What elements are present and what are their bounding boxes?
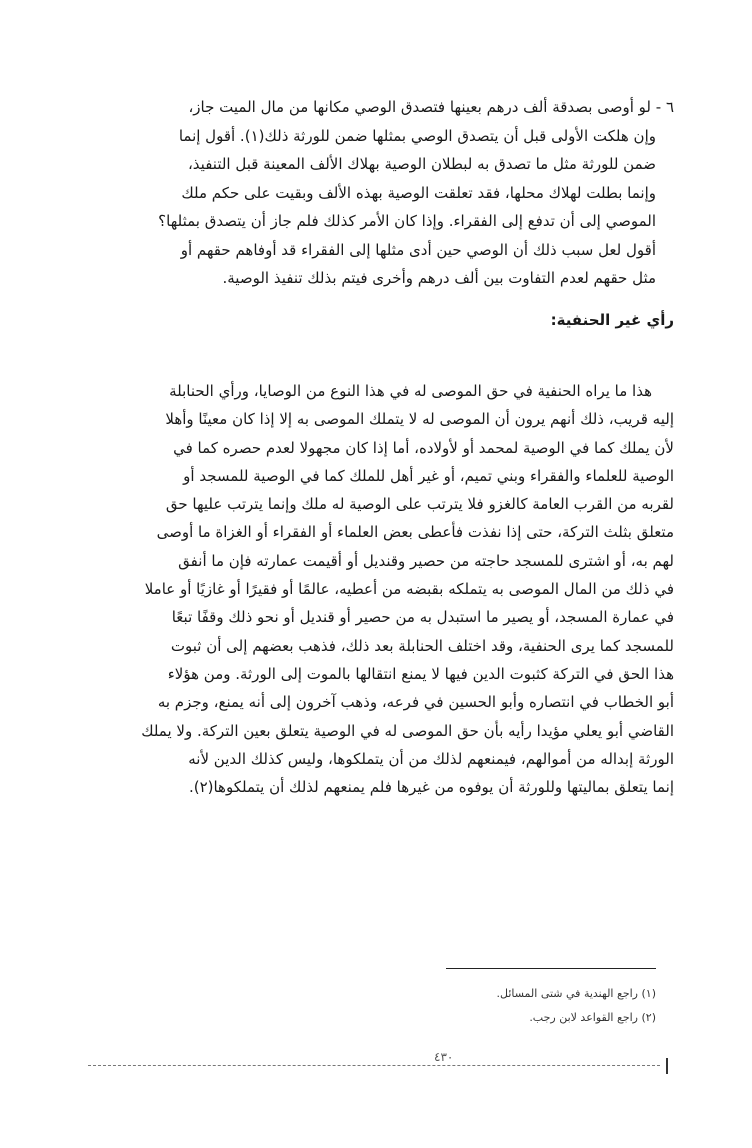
body-paragraph — [98, 377, 674, 801]
text-line: ٦ - لو أوصى بصدقة ألف درهم بعينها فتصدق الوصي مكانها من مال الميت جاز، — [188, 98, 674, 116]
text-line: في عمارة المسجد، أو يصير ما استبدل به من حصير أو قنديل أو نحو ذلك وقفًا تبعًا — [171, 608, 674, 627]
text-line: أبو الخطاب في انتصاره وأبو الحسين في فرعه، وذهب آخرون إلى أنه يمنع، وجزم به — [157, 693, 674, 712]
text-line: لهم به، أو اشترى للمسجد حاجته من حصير وقنديل أو أقيمت عمارته فإن ما أنفق — [178, 551, 674, 570]
text-line: وإن هلكت الأولى قبل أن يتصدق الوصي بمثلها ضمن للورثة ذلك(١). أقول إنما — [178, 126, 656, 145]
page-number: ٤٣٠ — [430, 1050, 457, 1064]
text-line: القاضي أبو يعلي مؤيدا رأيه بأن حق الموصى له في الوصية يتعلق بعين التركة. ولا يملك — [141, 721, 674, 740]
footnote-divider — [446, 968, 656, 969]
footnotes — [256, 982, 656, 1030]
text-line: للمسجد كما يرى الحنفية، وقد اختلف الحنابلة بعد ذلك، فذهب بعضهم إلى أن ثبوت — [170, 636, 674, 655]
text-line: في ذلك من المال الموصى به يتملكه بقبضه من أعطيه، عالمًا أو فقيرًا أو غازيًا أو عاملا — [144, 580, 674, 599]
section-heading: رأي غير الحنفية: — [550, 311, 674, 329]
text-line: لقربه من القرب العامة كالغزو فلا يترتب على الوصية له ملك وإنما يترتب عليها حق — [165, 495, 674, 514]
footnote-1: (١) راجع الهندية في شتى المسائل. — [496, 987, 656, 1000]
text-line: الموصي إلى أن تدفع إلى الفقراء. وإذا كان الأمر كذلك فلم جاز أن يتصدق بمثلها؟ — [158, 212, 656, 230]
text-line: ضمن للورثة مثل ما تصدق به لبطلان الوصية بهلاك الألف المعينة قبل التنفيذ، — [187, 155, 656, 173]
footer-edge-mark — [666, 1058, 668, 1074]
text-line: إنما يتعلق بماليتها وللورثة أن يوفوه من غيرها فلم يمنعهم لذلك أن يتملكوها(٢). — [188, 778, 674, 797]
footnote-2: (٢) راجع القواعد لابن رجب. — [529, 1011, 656, 1024]
text-line: إليه قريب، ذلك أنهم يرون أن الموصى له لا يتملك الموصى به إلا إذا كان معينًا وأهلا — [165, 410, 674, 429]
text-line: أقول لعل سبب ذلك أن الوصي حين أدى مثلها إلى الفقراء قد أوفاهم حقهم أو — [180, 240, 656, 259]
text-line: وإنما بطلت لهلاك محلها، فقد تعلقت الوصية بهذه الألف وبقيت على حكم ملك — [181, 183, 656, 202]
footer-divider — [88, 1065, 660, 1066]
item-6-paragraph — [98, 93, 674, 293]
text-line: لأن يملك كما في الوصية لمحمد أو لأولاده، أما إذا كان مجهولا لعدم حصره كما في — [173, 438, 674, 457]
text-line: مثل حقهم لعدم التفاوت بين ألف درهم وأخرى فيتم بذلك تنفيذ الوصية. — [222, 269, 656, 287]
text-line: متعلق بثلث التركة، حتى إذا نفذت فأعطى بعض العلماء أو الفقراء أو الغزاة ما أوصى — [156, 523, 674, 542]
text-line: هذا ما يراه الحنفية في حق الموصى له في هذا النوع من الوصايا، ورأي الحنابلة — [169, 382, 652, 400]
text-line: الوصية للعلماء والفقراء وبني تميم، أو غير أهل للملك كما في الوصية للمسجد أو — [183, 466, 674, 485]
text-line: هذا الحق في التركة كثبوت الدين فيها لا يمنع انتقالها بالموت إلى الورثة. ومن هؤلاء — [167, 664, 674, 683]
text-line: الورثة إبداله من أموالهم، فيمنعهم لذلك من أن يتملكوها، وليس كذلك الدين لأنه — [188, 749, 674, 768]
